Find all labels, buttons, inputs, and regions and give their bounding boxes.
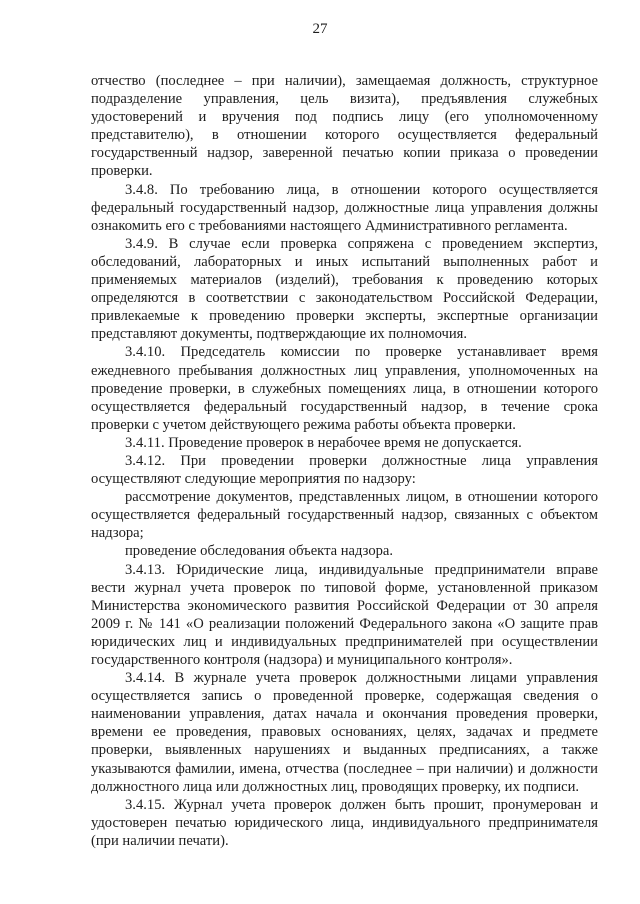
paragraph-3-4-12-item-2: проведение обследования объекта надзора. (125, 543, 394, 560)
paragraph-3-4-10: 3.4.10. Председатель комиссии по проверке устанавливает время ежедневного пребывания должностных лиц управления, уполномоченных на проведение проверки, в служебных помещениях лица, в отношении которого осуществляется федеральный государственный надзор, в течение срока проверки с учетом действующего режима работы объекта проверки. (91, 344, 598, 433)
paragraph-3-4-12: 3.4.12. При проведении проверки должностные лица управления осуществляют следующие мероприятия по надзору: (91, 452, 598, 488)
document-body (91, 72, 598, 850)
paragraph-3-4-13: 3.4.13. Юридические лица, индивидуальные предприниматели вправе вести журнал учета проверок по типовой форме, установленной приказом Министерства экономического развития Российской Федерации от 30 апреля 2009 г. № 141 «О реализации положений Федерального закона «О защите прав юридических лиц и индивидуальных предпринимателей при осуществлении государственного контроля (надзора) и муниципального контроля». (91, 561, 598, 668)
paragraph-3-4-14: 3.4.14. В журнале учета проверок должностными лицами управления осуществляется запись о проведенной проверке, содержащая сведения о наименовании управления, датах начала и окончания проведения проверки, времени ее проведения, правовых основаниях, целях, задачах и предмете проверки, выявленных нарушениях и выданных предписаниях, а также указываются фамилии, имена, отчества (последнее – при наличии) и должности должностного лица или должностных лиц, проводящих проверку, их подписи. (91, 670, 598, 795)
paragraph-3-4-9: 3.4.9. В случае если проверка сопряжена с проведением экспертиз, обследований, лабораторных и иных испытаний выполненных работ и применяемых материалов (изделий), требования к проведению которых определяются в соответствии с законодательством Российской Федерации, привлекаемые к проведению проверки эксперты, экспертные организации представляют документы, подтверждающие их полномочия. (91, 235, 598, 343)
paragraph-3-4-15: 3.4.15. Журнал учета проверок должен быть прошит, пронумерован и удостоверен печатью юридического лица, индивидуального предпринимателя (при наличии печати). (91, 796, 598, 849)
paragraph-3-4-8: 3.4.8. По требованию лица, в отношении которого осуществляется федеральный государственный надзор, должностные лица управления должны ознакомить его с требованиями настоящего Административного регламента. (91, 181, 598, 234)
paragraph-3-4-11: 3.4.11. Проведение проверок в нерабочее время не допускается. (125, 434, 522, 451)
paragraph-3-4-12-item-1: рассмотрение документов, представленных лицом, в отношении которого осуществляется федеральный государственный надзор, связанных с объектом надзора; (91, 489, 598, 542)
page-number: 27 (312, 21, 328, 37)
paragraph-continuation: отчество (последнее – при наличии), замещаемая должность, структурное подразделение управления, цель визита), предъявления служебных удостоверений и вручения под подпись лицу (его уполномоченному представителю), в отношении которого осуществляется федеральный государственный надзор, заверенной печатью копии приказа о проведении проверки. (91, 73, 598, 180)
